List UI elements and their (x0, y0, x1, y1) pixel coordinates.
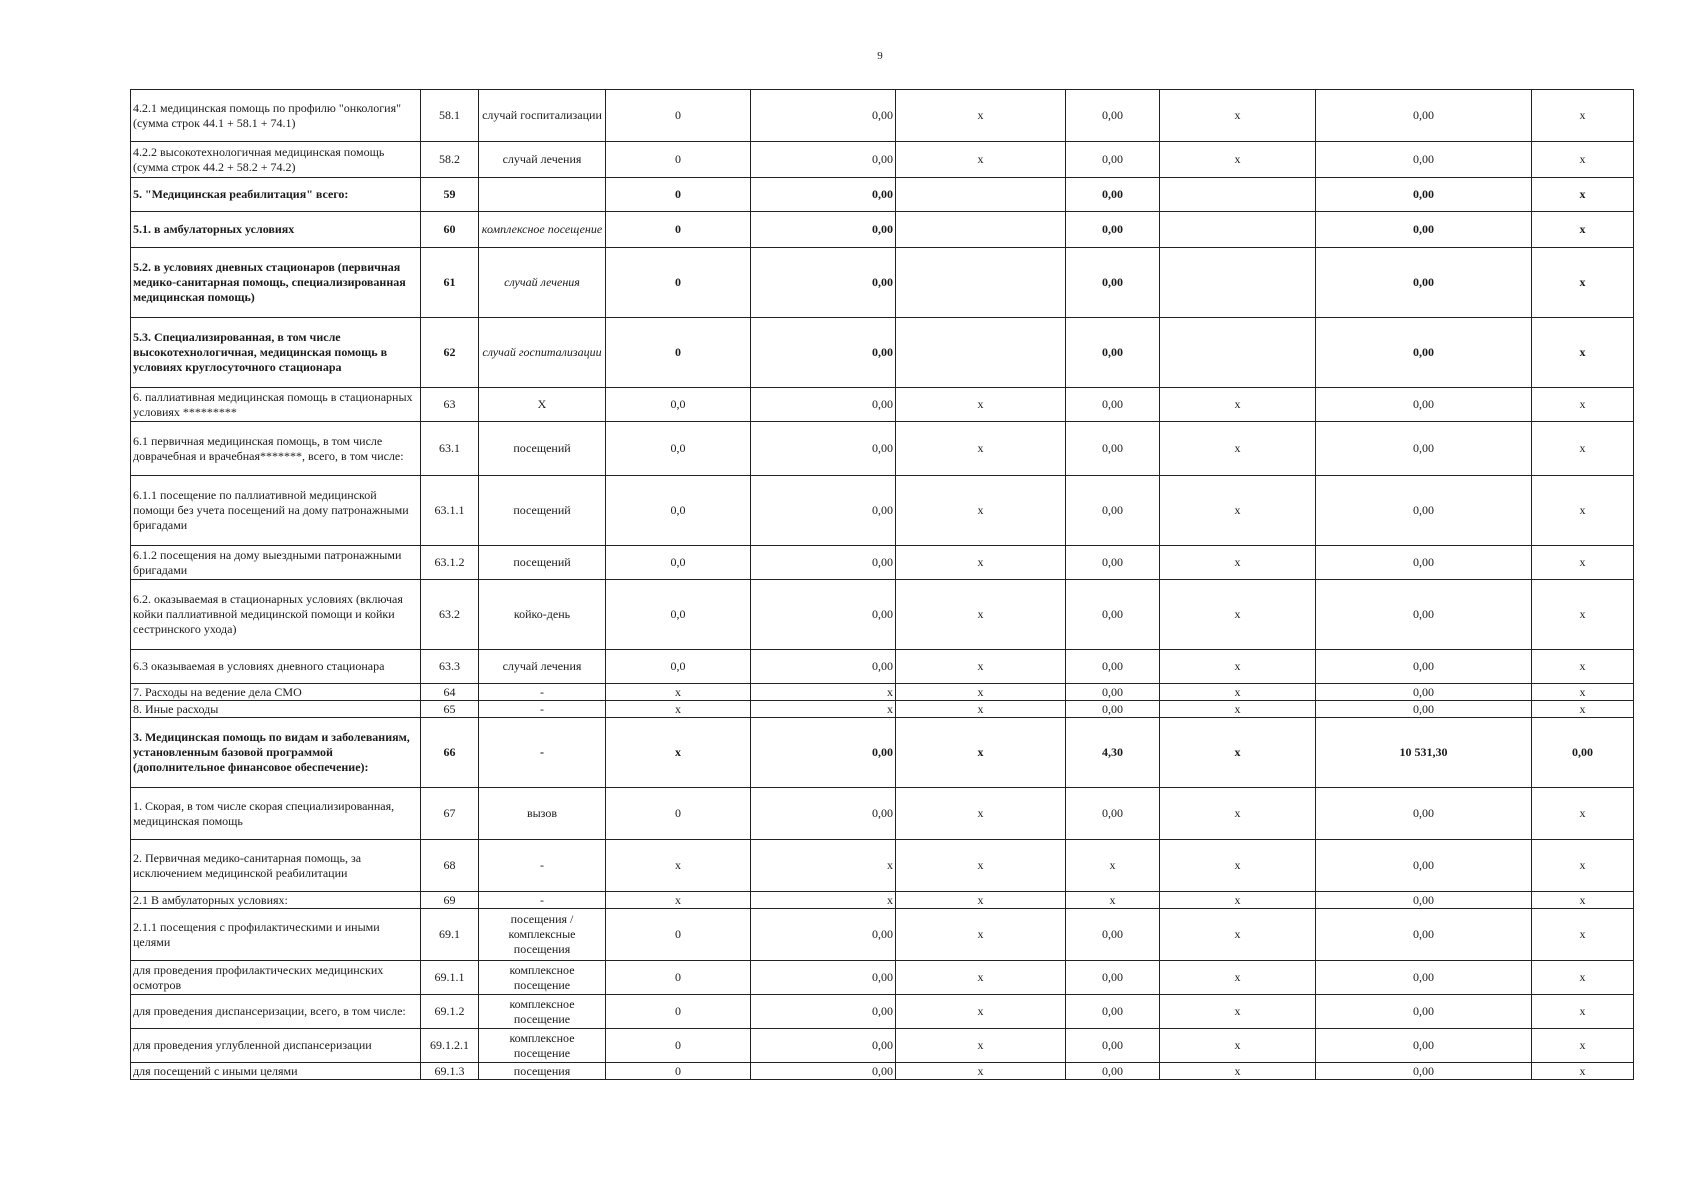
row-name: 5.1. в амбулаторных условиях (131, 212, 421, 248)
row-col5: x (896, 422, 1066, 476)
row-cost: 0,00 (751, 580, 896, 650)
row-name: 2. Первичная медико-санитарная помощь, за исключением медицинской реабилитации (131, 840, 421, 892)
row-unit: случай госпитализации (479, 90, 606, 142)
row-name: 6.1.2 посещения на дому выездными патронажными бригадами (131, 546, 421, 580)
row-col8: 0,00 (1316, 684, 1532, 701)
row-cost: 0,00 (751, 178, 896, 212)
row-unit: посещения / комплексные посещения (479, 909, 606, 961)
row-col8: 0,00 (1316, 142, 1532, 178)
row-volume: 0,0 (606, 546, 751, 580)
row-col9: x (1532, 1029, 1634, 1063)
row-cost: 0,00 (751, 476, 896, 546)
row-col9: x (1532, 422, 1634, 476)
table-row (131, 650, 1634, 684)
row-col8: 0,00 (1316, 388, 1532, 422)
row-col7 (1160, 212, 1316, 248)
row-col9: x (1532, 961, 1634, 995)
row-unit: - (479, 892, 606, 909)
row-unit: посещений (479, 476, 606, 546)
row-col5: x (896, 961, 1066, 995)
row-unit: - (479, 718, 606, 788)
row-cost: 0,00 (751, 1063, 896, 1080)
row-col5 (896, 318, 1066, 388)
row-code: 62 (421, 318, 479, 388)
table-row (131, 142, 1634, 178)
row-col5: x (896, 892, 1066, 909)
row-unit: посещения (479, 1063, 606, 1080)
row-unit (479, 178, 606, 212)
row-code: 69.1.3 (421, 1063, 479, 1080)
row-col5: x (896, 546, 1066, 580)
row-col6: 0,00 (1066, 650, 1160, 684)
row-name: 5. "Медицинская реабилитация" всего: (131, 178, 421, 212)
row-col9: x (1532, 178, 1634, 212)
row-unit: случай госпитализации (479, 318, 606, 388)
row-volume: 0 (606, 995, 751, 1029)
row-cost: x (751, 840, 896, 892)
row-col5: x (896, 90, 1066, 142)
row-col8: 0,00 (1316, 90, 1532, 142)
row-unit: посещений (479, 422, 606, 476)
row-col9: x (1532, 684, 1634, 701)
row-col8: 0,00 (1316, 580, 1532, 650)
data-table (130, 89, 1634, 1080)
row-cost: 0,00 (751, 388, 896, 422)
row-name: для проведения профилактических медицинских осмотров (131, 961, 421, 995)
row-col6: 0,00 (1066, 212, 1160, 248)
table-row (131, 422, 1634, 476)
row-cost: 0,00 (751, 422, 896, 476)
row-code: 60 (421, 212, 479, 248)
row-col5 (896, 248, 1066, 318)
row-unit: - (479, 840, 606, 892)
row-col8: 10 531,30 (1316, 718, 1532, 788)
row-col7: x (1160, 1063, 1316, 1080)
row-col9: x (1532, 788, 1634, 840)
row-col5: x (896, 142, 1066, 178)
row-name: 6.2. оказываемая в стационарных условиях (включая койки паллиативной медицинской помощи и койки сестринского ухода) (131, 580, 421, 650)
row-name: 6.3 оказываемая в условиях дневного стационара (131, 650, 421, 684)
row-col9: 0,00 (1532, 718, 1634, 788)
row-name: для проведения диспансеризации, всего, в том числе: (131, 995, 421, 1029)
row-code: 63.3 (421, 650, 479, 684)
row-col6: 0,00 (1066, 995, 1160, 1029)
row-col8: 0,00 (1316, 212, 1532, 248)
row-code: 61 (421, 248, 479, 318)
row-code: 66 (421, 718, 479, 788)
row-col5: x (896, 718, 1066, 788)
row-unit: комплексное посещение (479, 1029, 606, 1063)
row-code: 63.1 (421, 422, 479, 476)
row-col9: x (1532, 1063, 1634, 1080)
row-col8: 0,00 (1316, 650, 1532, 684)
row-col5: x (896, 788, 1066, 840)
table-row (131, 961, 1634, 995)
row-col7: x (1160, 684, 1316, 701)
row-col5 (896, 212, 1066, 248)
row-col6: 0,00 (1066, 178, 1160, 212)
row-name: 8. Иные расходы (131, 701, 421, 718)
row-unit: случай лечения (479, 142, 606, 178)
row-col8: 0,00 (1316, 892, 1532, 909)
row-volume: x (606, 718, 751, 788)
row-cost: 0,00 (751, 248, 896, 318)
table-row (131, 318, 1634, 388)
row-col9: x (1532, 650, 1634, 684)
row-col9: x (1532, 142, 1634, 178)
row-col5: x (896, 701, 1066, 718)
row-volume: 0 (606, 212, 751, 248)
row-col7 (1160, 178, 1316, 212)
row-code: 69 (421, 892, 479, 909)
row-col8: 0,00 (1316, 476, 1532, 546)
row-code: 69.1.2 (421, 995, 479, 1029)
row-col5: x (896, 684, 1066, 701)
row-cost: 0,00 (751, 995, 896, 1029)
row-code: 63.2 (421, 580, 479, 650)
row-col6: x (1066, 840, 1160, 892)
row-col8: 0,00 (1316, 840, 1532, 892)
row-col9: x (1532, 909, 1634, 961)
row-name: 7. Расходы на ведение дела СМО (131, 684, 421, 701)
row-col9: x (1532, 840, 1634, 892)
row-col9: x (1532, 546, 1634, 580)
row-volume: x (606, 892, 751, 909)
row-col6: 0,00 (1066, 546, 1160, 580)
row-volume: 0,0 (606, 476, 751, 546)
table-row (131, 1063, 1634, 1080)
row-col6: 0,00 (1066, 684, 1160, 701)
table-row (131, 995, 1634, 1029)
row-col5: x (896, 476, 1066, 546)
row-col8: 0,00 (1316, 546, 1532, 580)
row-code: 63 (421, 388, 479, 422)
row-col9: x (1532, 388, 1634, 422)
table-row (131, 840, 1634, 892)
row-col5: x (896, 1063, 1066, 1080)
table-row (131, 90, 1634, 142)
table-row (131, 580, 1634, 650)
row-code: 63.1.2 (421, 546, 479, 580)
table-row (131, 684, 1634, 701)
row-cost: 0,00 (751, 212, 896, 248)
row-volume: x (606, 684, 751, 701)
row-col7: x (1160, 892, 1316, 909)
row-cost: 0,00 (751, 546, 896, 580)
row-volume: 0 (606, 90, 751, 142)
row-col6: 0,00 (1066, 318, 1160, 388)
row-volume: 0,0 (606, 388, 751, 422)
row-cost: 0,00 (751, 909, 896, 961)
row-code: 64 (421, 684, 479, 701)
row-col8: 0,00 (1316, 909, 1532, 961)
row-col7: x (1160, 1029, 1316, 1063)
row-name: 6.1 первичная медицинская помощь, в том числе доврачебная и врачебная*******, всего, в том числе: (131, 422, 421, 476)
table-row (131, 248, 1634, 318)
row-col5: x (896, 388, 1066, 422)
row-unit: - (479, 701, 606, 718)
row-cost: x (751, 892, 896, 909)
row-volume: 0 (606, 788, 751, 840)
row-col9: x (1532, 248, 1634, 318)
row-col9: x (1532, 318, 1634, 388)
row-name: для посещений с иными целями (131, 1063, 421, 1080)
row-name: 5.3. Специализированная, в том числе высокотехнологичная, медицинская помощь в условиях круглосуточного стационара (131, 318, 421, 388)
row-col5: x (896, 580, 1066, 650)
row-col8: 0,00 (1316, 961, 1532, 995)
row-col7: x (1160, 995, 1316, 1029)
row-col7: x (1160, 422, 1316, 476)
row-col9: x (1532, 995, 1634, 1029)
row-volume: 0 (606, 1063, 751, 1080)
row-col7: x (1160, 388, 1316, 422)
row-col7: x (1160, 718, 1316, 788)
row-cost: 0,00 (751, 961, 896, 995)
row-col9: x (1532, 476, 1634, 546)
row-col7: x (1160, 90, 1316, 142)
row-col6: 0,00 (1066, 580, 1160, 650)
row-col7: x (1160, 650, 1316, 684)
row-volume: 0 (606, 1029, 751, 1063)
row-col6: 0,00 (1066, 476, 1160, 546)
row-volume: 0,0 (606, 650, 751, 684)
row-code: 63.1.1 (421, 476, 479, 546)
row-code: 69.1.2.1 (421, 1029, 479, 1063)
row-col6: 0,00 (1066, 388, 1160, 422)
table-row (131, 546, 1634, 580)
row-name: 1. Скорая, в том числе скорая специализированная, медицинская помощь (131, 788, 421, 840)
row-col6: 0,00 (1066, 90, 1160, 142)
row-col6: x (1066, 892, 1160, 909)
row-unit: случай лечения (479, 248, 606, 318)
row-volume: 0 (606, 318, 751, 388)
row-col6: 4,30 (1066, 718, 1160, 788)
row-col7 (1160, 318, 1316, 388)
row-volume: 0 (606, 961, 751, 995)
row-col7 (1160, 248, 1316, 318)
row-col6: 0,00 (1066, 909, 1160, 961)
row-unit: комплексное посещение (479, 995, 606, 1029)
row-volume: 0 (606, 909, 751, 961)
row-col7: x (1160, 909, 1316, 961)
row-col9: x (1532, 212, 1634, 248)
row-cost: 0,00 (751, 90, 896, 142)
row-code: 68 (421, 840, 479, 892)
row-code: 58.2 (421, 142, 479, 178)
table-row (131, 1029, 1634, 1063)
table-row (131, 388, 1634, 422)
row-unit: случай лечения (479, 650, 606, 684)
table-row (131, 909, 1634, 961)
row-name: для проведения углубленной диспансеризации (131, 1029, 421, 1063)
row-cost: x (751, 701, 896, 718)
row-col6: 0,00 (1066, 422, 1160, 476)
row-code: 69.1 (421, 909, 479, 961)
row-col7: x (1160, 580, 1316, 650)
row-volume: 0,0 (606, 422, 751, 476)
row-col6: 0,00 (1066, 961, 1160, 995)
row-name: 6.1.1 посещение по паллиативной медицинской помощи без учета посещений на дому патронажными бригадами (131, 476, 421, 546)
row-volume: 0,0 (606, 580, 751, 650)
row-code: 65 (421, 701, 479, 718)
row-col8: 0,00 (1316, 422, 1532, 476)
row-code: 69.1.1 (421, 961, 479, 995)
table-row (131, 212, 1634, 248)
row-unit: X (479, 388, 606, 422)
row-col5: x (896, 1029, 1066, 1063)
row-col8: 0,00 (1316, 1063, 1532, 1080)
row-col6: 0,00 (1066, 1029, 1160, 1063)
row-col8: 0,00 (1316, 701, 1532, 718)
row-code: 58.1 (421, 90, 479, 142)
row-cost: 0,00 (751, 650, 896, 684)
table-row (131, 892, 1634, 909)
row-col8: 0,00 (1316, 995, 1532, 1029)
row-col8: 0,00 (1316, 178, 1532, 212)
row-unit: - (479, 684, 606, 701)
row-col9: x (1532, 90, 1634, 142)
row-name: 4.2.1 медицинская помощь по профилю "онкология" (сумма строк 44.1 + 58.1 + 74.1) (131, 90, 421, 142)
row-col8: 0,00 (1316, 788, 1532, 840)
row-col5 (896, 178, 1066, 212)
row-unit: комплексное посещение (479, 961, 606, 995)
row-cost: 0,00 (751, 142, 896, 178)
row-name: 2.1.1 посещения с профилактическими и иными целями (131, 909, 421, 961)
row-volume: 0 (606, 178, 751, 212)
row-cost: 0,00 (751, 1029, 896, 1063)
row-col8: 0,00 (1316, 318, 1532, 388)
row-volume: x (606, 701, 751, 718)
row-cost: x (751, 684, 896, 701)
row-col9: x (1532, 580, 1634, 650)
row-name: 2.1 В амбулаторных условиях: (131, 892, 421, 909)
row-col9: x (1532, 892, 1634, 909)
row-volume: 0 (606, 142, 751, 178)
row-col8: 0,00 (1316, 248, 1532, 318)
row-col7: x (1160, 701, 1316, 718)
row-code: 59 (421, 178, 479, 212)
table-row (131, 178, 1634, 212)
table-row (131, 476, 1634, 546)
row-col7: x (1160, 961, 1316, 995)
row-col6: 0,00 (1066, 248, 1160, 318)
row-col8: 0,00 (1316, 1029, 1532, 1063)
row-col5: x (896, 840, 1066, 892)
row-col7: x (1160, 788, 1316, 840)
row-cost: 0,00 (751, 318, 896, 388)
row-col7: x (1160, 142, 1316, 178)
table-row (131, 718, 1634, 788)
row-col6: 0,00 (1066, 142, 1160, 178)
row-col7: x (1160, 840, 1316, 892)
page-number: 9 (877, 50, 883, 62)
row-col5: x (896, 995, 1066, 1029)
row-col5: x (896, 650, 1066, 684)
row-col9: x (1532, 701, 1634, 718)
row-name: 3. Медицинская помощь по видам и заболеваниям, установленным базовой программой (дополнительное финансовое обеспечение): (131, 718, 421, 788)
row-col7: x (1160, 476, 1316, 546)
row-col6: 0,00 (1066, 788, 1160, 840)
row-col7: x (1160, 546, 1316, 580)
row-cost: 0,00 (751, 788, 896, 840)
row-name: 5.2. в условиях дневных стационаров (первичная медико-санитарная помощь, специализированная медицинская помощь) (131, 248, 421, 318)
row-volume: 0 (606, 248, 751, 318)
row-col6: 0,00 (1066, 1063, 1160, 1080)
row-unit: койко-день (479, 580, 606, 650)
row-col6: 0,00 (1066, 701, 1160, 718)
row-cost: 0,00 (751, 718, 896, 788)
table-row (131, 701, 1634, 718)
row-code: 67 (421, 788, 479, 840)
row-name: 4.2.2 высокотехнологичная медицинская помощь (сумма строк 44.2 + 58.2 + 74.2) (131, 142, 421, 178)
table-row (131, 788, 1634, 840)
row-col5: x (896, 909, 1066, 961)
row-unit: вызов (479, 788, 606, 840)
row-unit: комплексное посещение (479, 212, 606, 248)
row-unit: посещений (479, 546, 606, 580)
row-volume: x (606, 840, 751, 892)
row-name: 6. паллиативная медицинская помощь в стационарных условиях ********* (131, 388, 421, 422)
